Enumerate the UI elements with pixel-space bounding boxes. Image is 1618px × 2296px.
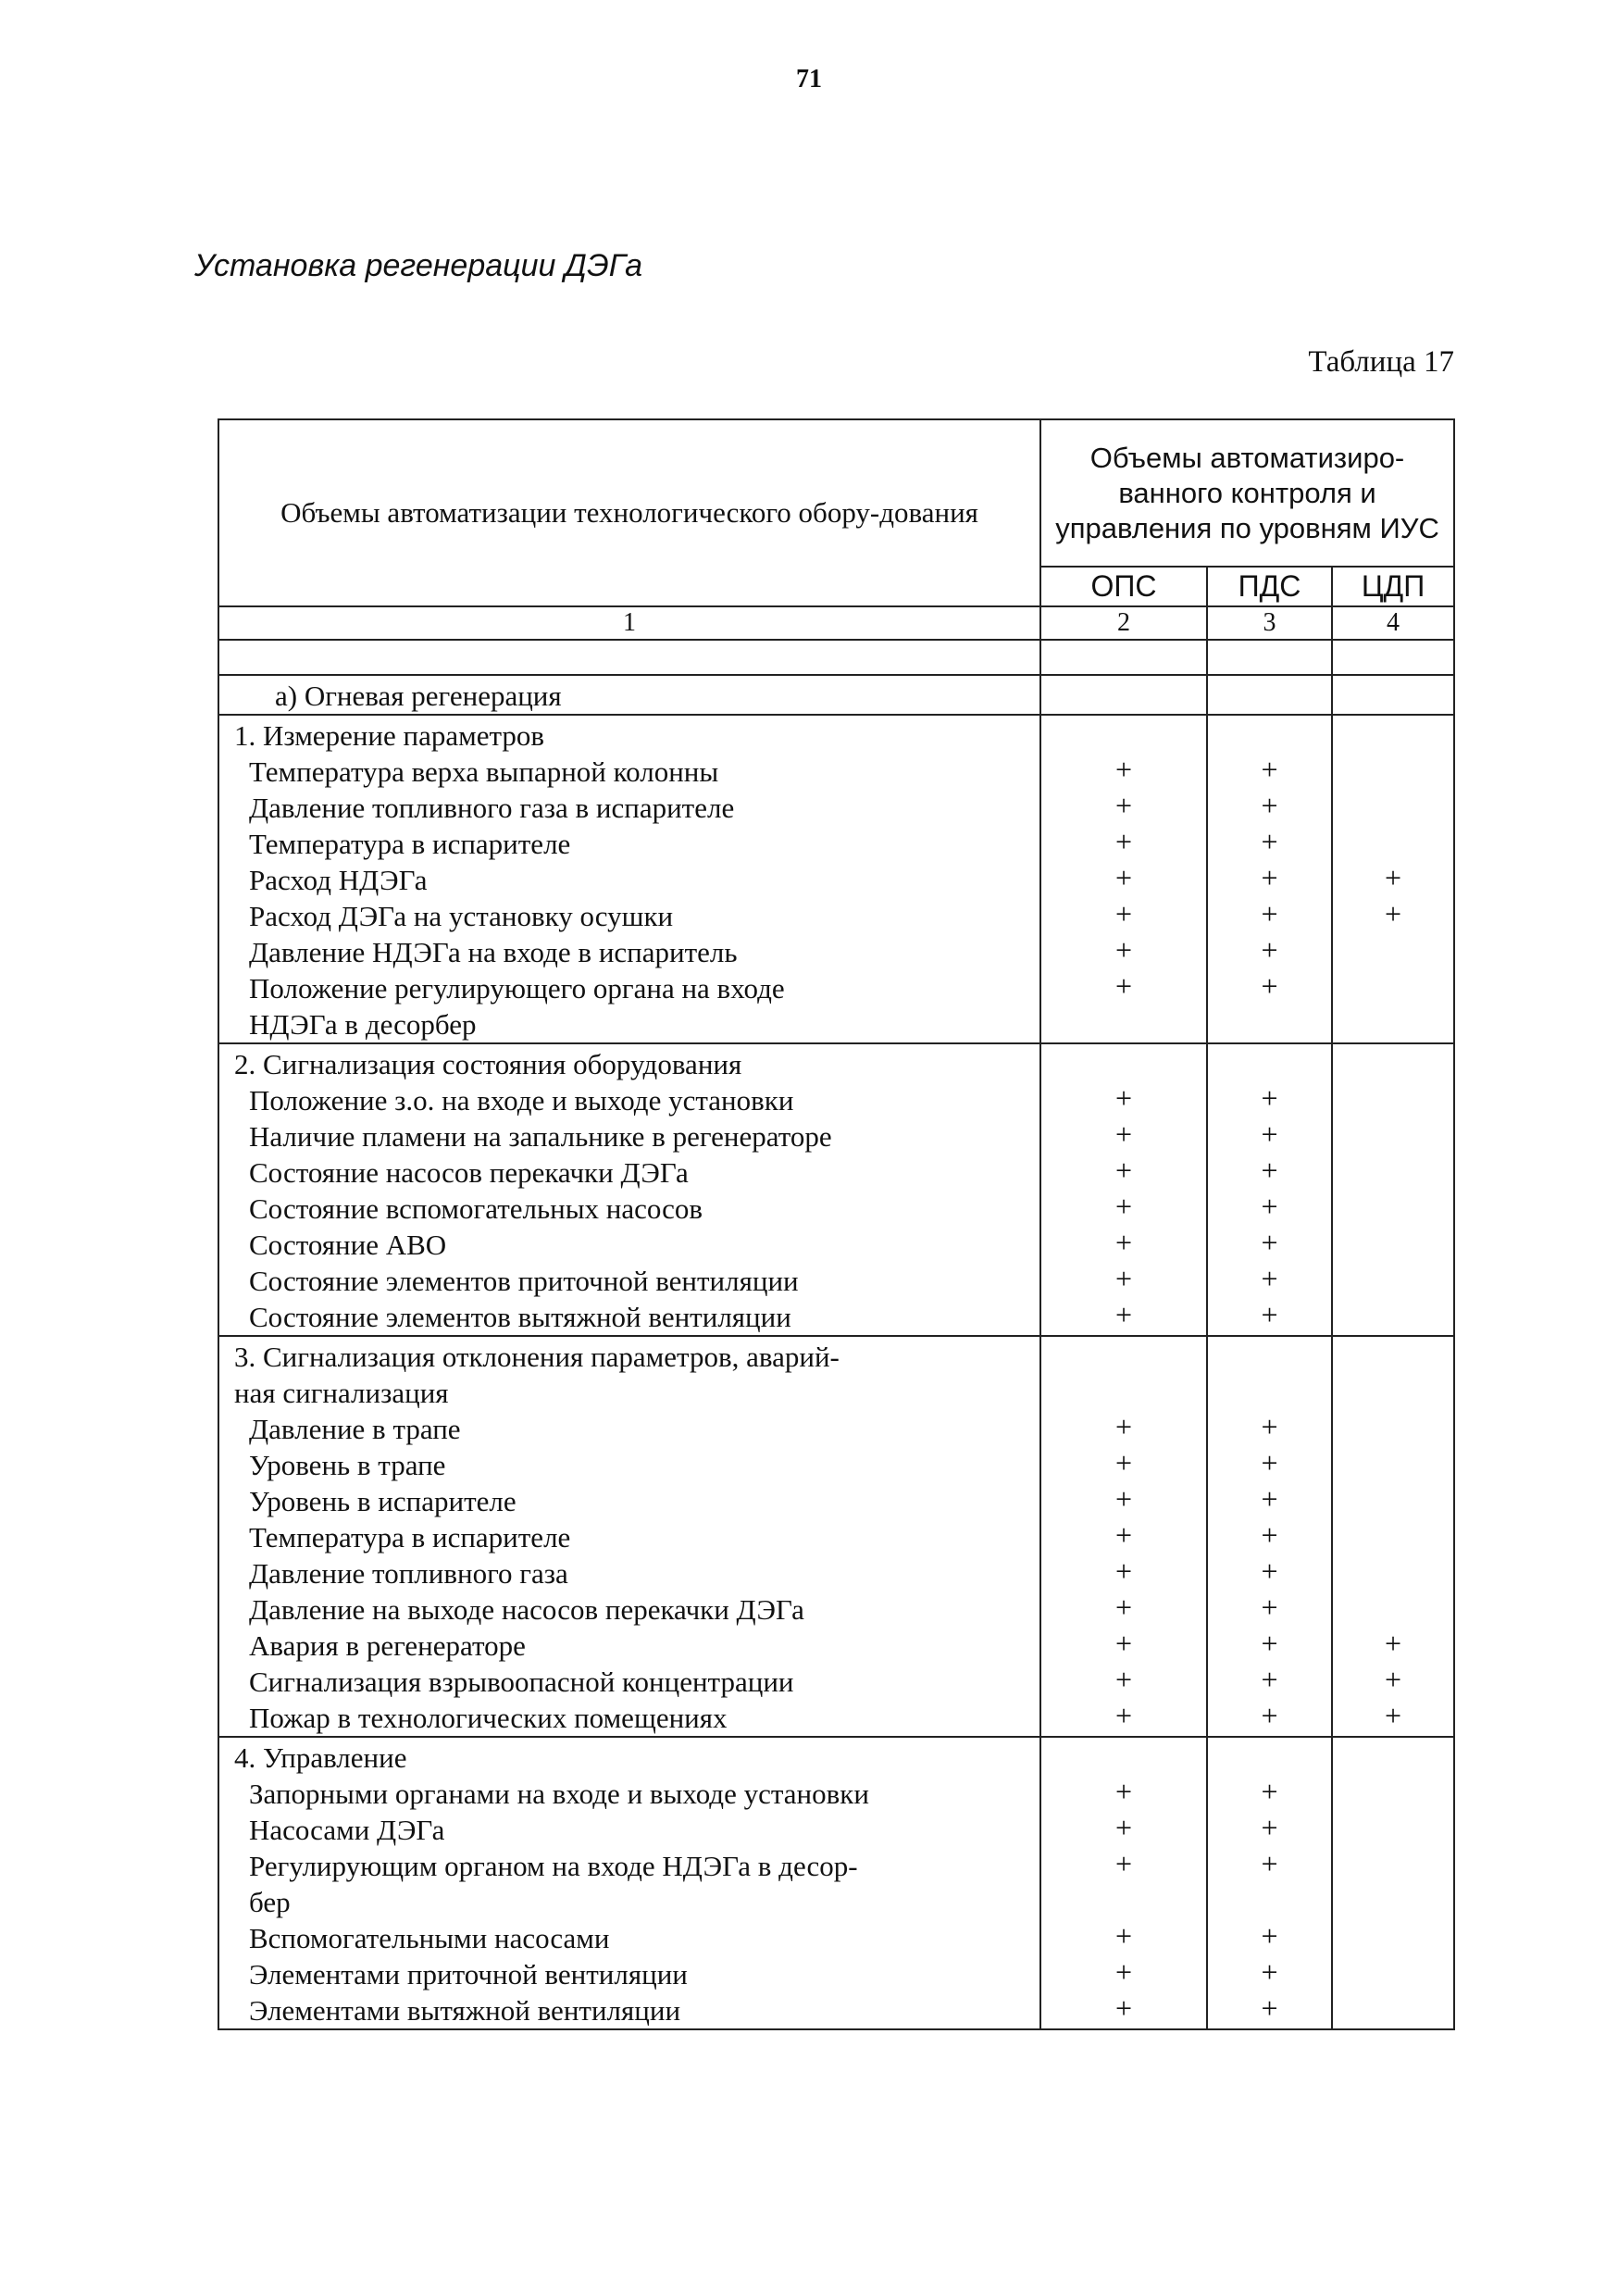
mark-spacer xyxy=(1208,716,1331,752)
parameter-label: Температура в испарителе xyxy=(249,1521,571,1554)
mark-spacer xyxy=(1041,716,1206,752)
mark-cdp xyxy=(1333,752,1453,788)
parameter-label: Состояние элементов приточной вентиляции xyxy=(249,1265,799,1297)
parameter-label: Насосами ДЭГа xyxy=(249,1814,445,1846)
mark-ops: + xyxy=(1114,1991,1133,2025)
mark-ops: + xyxy=(1114,1627,1133,1660)
mark-ops: + xyxy=(1114,1154,1133,1187)
parameter-label: Давление в трапе xyxy=(249,1413,461,1445)
header-levels: Объемы автоматизиро-ванного контроля и управления по уровням ИУС xyxy=(1040,419,1454,567)
mark-ops: + xyxy=(1114,861,1133,894)
mark-cdp xyxy=(1333,1517,1453,1554)
mark-spacer xyxy=(1333,716,1453,752)
spacer-cell xyxy=(1332,640,1454,675)
header-level-ops: ОПС xyxy=(1040,567,1207,606)
mark-cdp xyxy=(1333,1810,1453,1846)
mark-pds: + xyxy=(1261,1482,1278,1516)
parameter-label: Авария в регенераторе xyxy=(249,1629,526,1662)
parameter-label: Элементами приточной вентиляции xyxy=(249,1958,688,1990)
empty-cell xyxy=(1332,675,1454,715)
parameter-label: Положение з.о. на входе и выходе установки xyxy=(249,1084,794,1117)
mark-cdp xyxy=(1333,968,1453,1004)
group-title: 3. Сигнализация отклонения параметров, аварий- xyxy=(234,1341,840,1373)
mark-cdp xyxy=(1333,1153,1453,1189)
mark-pds: + xyxy=(1261,933,1278,967)
group-labels-cell xyxy=(218,1043,1040,1336)
mark-ops: + xyxy=(1114,897,1133,930)
mark-ops: + xyxy=(1114,1591,1133,1624)
column-numbers-row xyxy=(218,606,1454,640)
group-title-cont: ная сигнализация xyxy=(234,1377,449,1409)
mark-pds: + xyxy=(1261,1847,1278,1880)
mark-spacer xyxy=(1208,1373,1331,1409)
parameter-label: Расход НДЭГа xyxy=(249,864,428,896)
mark-cdp: + xyxy=(1384,861,1402,894)
mark-cdp xyxy=(1333,1225,1453,1261)
parameter-label: Состояние насосов перекачки ДЭГа xyxy=(249,1156,689,1189)
mark-ops: + xyxy=(1114,1518,1133,1552)
mark-pds: + xyxy=(1261,1226,1278,1259)
parameter-label: Температура верха выпарной колонны xyxy=(249,755,719,788)
mark-ops: + xyxy=(1114,1298,1133,1331)
parameter-label: Уровень в испарителе xyxy=(249,1485,517,1517)
mark-ops: + xyxy=(1114,1847,1133,1880)
header-level-pds: ПДС xyxy=(1207,567,1332,606)
mark-cdp xyxy=(1333,932,1453,968)
group-title: 1. Измерение параметров xyxy=(234,719,545,752)
page-number: 71 xyxy=(796,65,822,94)
mark-spacer xyxy=(1208,1044,1331,1080)
mark-ops: + xyxy=(1114,1446,1133,1479)
group-labels-cell xyxy=(218,715,1040,1043)
mark-pds: + xyxy=(1261,1811,1278,1844)
spacer-cell xyxy=(1207,640,1332,675)
empty-cell xyxy=(1207,675,1332,715)
mark-ops: + xyxy=(1114,1190,1133,1223)
cdp-column-cell xyxy=(1332,1043,1454,1336)
parameter-label: Состояние АВО xyxy=(249,1229,447,1261)
mark-pds: + xyxy=(1261,789,1278,822)
mark-pds: + xyxy=(1261,753,1278,786)
mark-cdp xyxy=(1333,1590,1453,1626)
section-title-cell xyxy=(218,675,1040,715)
parameter-label: Давление НДЭГа на входе в испаритель xyxy=(249,936,738,968)
document-title: Установка регенерации ДЭГа xyxy=(194,248,643,283)
parameter-label: Давление на выходе насосов перекачки ДЭГа xyxy=(249,1593,804,1626)
parameter-label-cont: НДЭГа в десорбер xyxy=(249,1008,477,1041)
group-row xyxy=(218,1737,1454,2029)
parameter-label: Положение регулирующего органа на входе xyxy=(249,972,785,1004)
mark-ops: + xyxy=(1114,1117,1133,1151)
mark-spacer xyxy=(1041,1337,1206,1373)
mark-ops: + xyxy=(1114,1410,1133,1443)
mark-cdp xyxy=(1333,1990,1453,2027)
mark-spacer xyxy=(1041,1738,1206,1774)
parameter-label-cont: бер xyxy=(249,1886,291,1918)
section-title: а) Огневая регенерация xyxy=(275,680,562,712)
mark-spacer xyxy=(1041,1004,1206,1041)
group-title: 4. Управление xyxy=(234,1741,407,1774)
mark-ops: + xyxy=(1114,1663,1133,1696)
mark-ops: + xyxy=(1114,1226,1133,1259)
parameter-label: Расход ДЭГа на установку осушки xyxy=(249,900,674,932)
mark-cdp xyxy=(1333,1261,1453,1297)
mark-pds: + xyxy=(1261,1955,1278,1989)
parameter-label: Состояние вспомогательных насосов xyxy=(249,1192,703,1225)
mark-pds: + xyxy=(1261,1627,1278,1660)
mark-ops: + xyxy=(1114,1955,1133,1989)
mark-pds: + xyxy=(1261,1919,1278,1953)
group-row xyxy=(218,1043,1454,1336)
cdp-column-cell xyxy=(1332,1737,1454,2029)
mark-ops: + xyxy=(1114,1554,1133,1588)
mark-ops: + xyxy=(1114,825,1133,858)
mark-pds: + xyxy=(1261,1554,1278,1588)
mark-pds: + xyxy=(1261,1298,1278,1331)
mark-spacer xyxy=(1041,1882,1206,1918)
mark-ops: + xyxy=(1114,1775,1133,1808)
parameter-label: Вспомогательными насосами xyxy=(249,1922,610,1954)
mark-ops: + xyxy=(1114,1482,1133,1516)
column-number: 2 xyxy=(1040,606,1207,640)
parameter-label: Состояние элементов вытяжной вентиляции xyxy=(249,1301,791,1333)
ops-column-cell xyxy=(1040,715,1207,1043)
mark-cdp xyxy=(1333,1080,1453,1117)
mark-cdp: + xyxy=(1384,1663,1402,1696)
column-number: 4 xyxy=(1332,606,1454,640)
mark-ops: + xyxy=(1114,1262,1133,1295)
mark-ops: + xyxy=(1114,1811,1133,1844)
header-level-cdp: ЦДП xyxy=(1332,567,1454,606)
mark-spacer xyxy=(1041,1044,1206,1080)
mark-spacer xyxy=(1208,1882,1331,1918)
mark-ops: + xyxy=(1114,789,1133,822)
group-title: 2. Сигнализация состояния оборудования xyxy=(234,1048,742,1080)
automation-table xyxy=(218,418,1455,2030)
mark-cdp xyxy=(1333,1189,1453,1225)
empty-cell xyxy=(1040,675,1207,715)
mark-cdp xyxy=(1333,1297,1453,1333)
mark-cdp xyxy=(1333,1481,1453,1517)
mark-cdp: + xyxy=(1384,1699,1402,1732)
mark-pds: + xyxy=(1261,1154,1278,1187)
mark-pds: + xyxy=(1261,1410,1278,1443)
parameter-label: Наличие пламени на запальнике в регенераторе xyxy=(249,1120,832,1153)
parameter-label: Пожар в технологических помещениях xyxy=(249,1702,728,1734)
mark-cdp xyxy=(1333,1918,1453,1954)
group-row xyxy=(218,715,1454,1043)
mark-pds: + xyxy=(1261,1663,1278,1696)
group-labels-cell xyxy=(218,1336,1040,1737)
header-equipment: Объемы автоматизации технологического обору-дования xyxy=(218,419,1040,606)
mark-ops: + xyxy=(1114,969,1133,1003)
parameter-label: Сигнализация взрывоопасной концентрации xyxy=(249,1666,794,1698)
mark-spacer xyxy=(1333,1882,1453,1918)
group-row xyxy=(218,1336,1454,1737)
mark-pds: + xyxy=(1261,1446,1278,1479)
mark-cdp xyxy=(1333,1954,1453,1990)
spacer-cell xyxy=(218,640,1040,675)
parameter-label: Давление топливного газа в испарителе xyxy=(249,792,735,824)
mark-pds: + xyxy=(1261,969,1278,1003)
mark-pds: + xyxy=(1261,1518,1278,1552)
mark-cdp xyxy=(1333,1846,1453,1882)
mark-pds: + xyxy=(1261,1699,1278,1732)
parameter-label: Температура в испарителе xyxy=(249,828,571,860)
mark-cdp: + xyxy=(1384,1627,1402,1660)
mark-ops: + xyxy=(1114,1919,1133,1953)
mark-pds: + xyxy=(1261,825,1278,858)
parameter-label: Запорными органами на входе и выходе установки xyxy=(249,1778,869,1810)
pds-column-cell xyxy=(1207,1043,1332,1336)
mark-cdp xyxy=(1333,788,1453,824)
mark-spacer xyxy=(1333,1373,1453,1409)
mark-spacer xyxy=(1208,1337,1331,1373)
mark-pds: + xyxy=(1261,1190,1278,1223)
mark-spacer xyxy=(1333,1004,1453,1041)
mark-ops: + xyxy=(1114,1081,1133,1115)
column-number: 3 xyxy=(1207,606,1332,640)
pds-column-cell xyxy=(1207,715,1332,1043)
mark-ops: + xyxy=(1114,753,1133,786)
table-label: Таблица 17 xyxy=(1308,345,1454,379)
parameter-label: Регулирующим органом на входе НДЭГа в десор- xyxy=(249,1850,858,1882)
parameter-label: Давление топливного газа xyxy=(249,1557,568,1590)
cdp-column-cell xyxy=(1332,715,1454,1043)
mark-cdp xyxy=(1333,1409,1453,1445)
pds-column-cell xyxy=(1207,1336,1332,1737)
mark-spacer xyxy=(1208,1004,1331,1041)
ops-column-cell xyxy=(1040,1336,1207,1737)
parameter-label: Элементами вытяжной вентиляции xyxy=(249,1994,681,2027)
mark-cdp xyxy=(1333,1445,1453,1481)
mark-cdp xyxy=(1333,824,1453,860)
column-number: 1 xyxy=(218,606,1040,640)
mark-ops: + xyxy=(1114,1699,1133,1732)
mark-pds: + xyxy=(1261,1117,1278,1151)
spacer-cell xyxy=(1040,640,1207,675)
cdp-column-cell xyxy=(1332,1336,1454,1737)
mark-pds: + xyxy=(1261,897,1278,930)
mark-cdp xyxy=(1333,1117,1453,1153)
mark-pds: + xyxy=(1261,1262,1278,1295)
mark-cdp xyxy=(1333,1774,1453,1810)
mark-pds: + xyxy=(1261,861,1278,894)
spacer-row xyxy=(218,640,1454,675)
mark-cdp xyxy=(1333,1554,1453,1590)
mark-spacer xyxy=(1208,1738,1331,1774)
mark-pds: + xyxy=(1261,1775,1278,1808)
ops-column-cell xyxy=(1040,1043,1207,1336)
mark-spacer xyxy=(1333,1337,1453,1373)
group-labels-cell xyxy=(218,1737,1040,2029)
mark-spacer xyxy=(1333,1738,1453,1774)
mark-spacer xyxy=(1333,1044,1453,1080)
mark-pds: + xyxy=(1261,1591,1278,1624)
pds-column-cell xyxy=(1207,1737,1332,2029)
mark-pds: + xyxy=(1261,1991,1278,2025)
mark-pds: + xyxy=(1261,1081,1278,1115)
mark-ops: + xyxy=(1114,933,1133,967)
parameter-label: Уровень в трапе xyxy=(249,1449,446,1481)
mark-spacer xyxy=(1041,1373,1206,1409)
ops-column-cell xyxy=(1040,1737,1207,2029)
section-row xyxy=(218,675,1454,715)
mark-cdp: + xyxy=(1384,897,1402,930)
